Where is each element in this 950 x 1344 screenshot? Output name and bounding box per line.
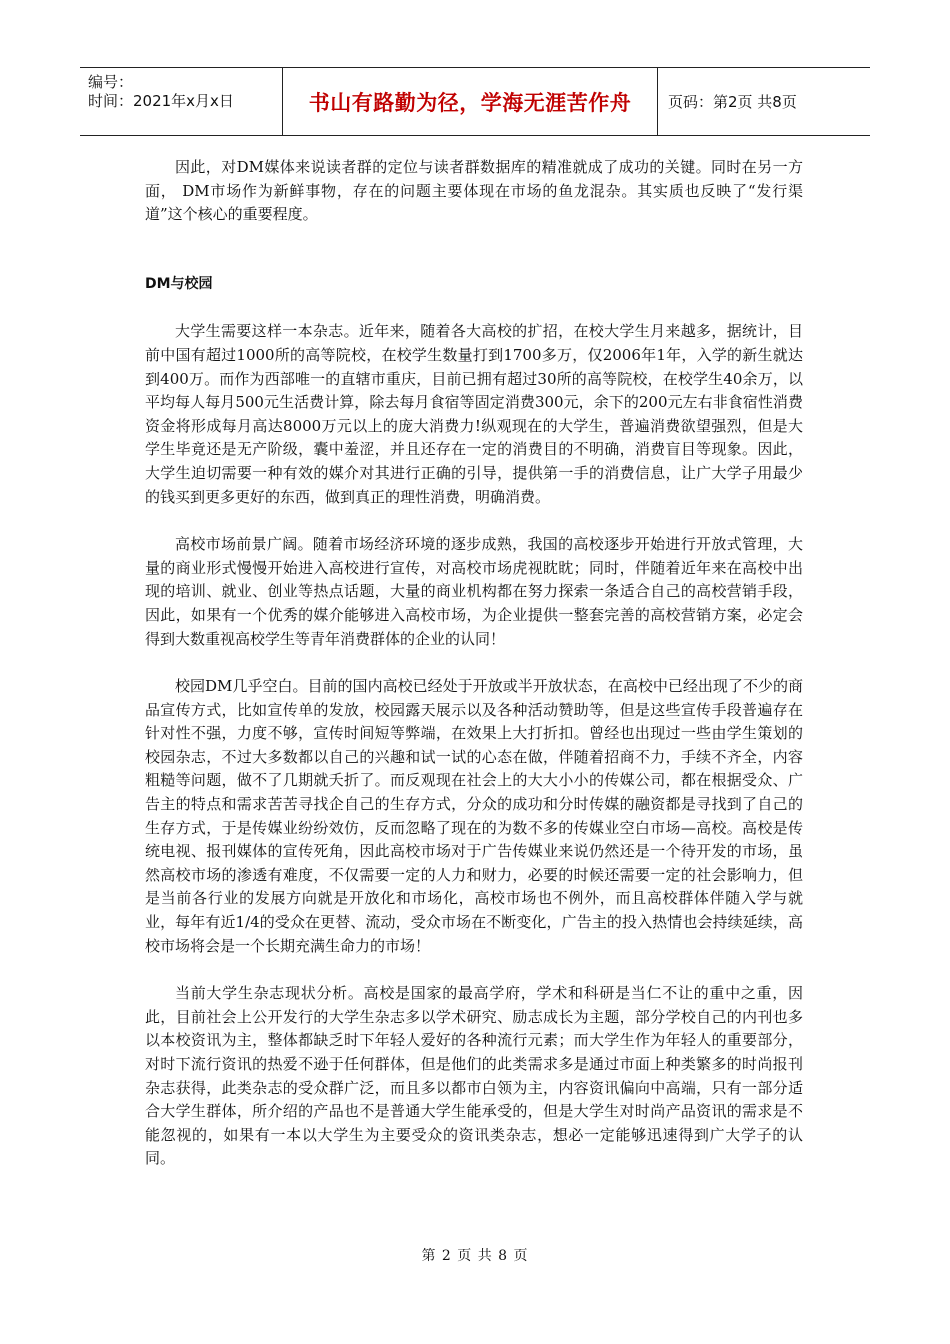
- spacer: [145, 651, 803, 675]
- body-paragraph: 大学生需要这样一本杂志。近年来，随着各大高校的扩招，在校大学生月来越多，据统计，目前中国有超过1000所的高等院校，在校学生数量打到1700多万，仅2006年1年，入学的新生就达到400万。而作为西部唯一的直辖市重庆，目前已拥有超过30所的高等院校，在校学生40余万，以平均每人每月500元生活费计算，除去每月食宿等固定消费300元，余下的200元左右非食宿性消费资金将形成每月高达8000万元以上的庞大消费力!纵观现在的大学生，普遍消费欲望强烈，但是大学生毕竟还是无产阶级，囊中羞涩，并且还存在一定的消费目的不明确，消费盲目等现象。因此，大学生迫切需要一种有效的媒介对其进行正确的引导，提供第一手的消费信息，让广大学子用最少的钱买到更多更好的东西，做到真正的理性消费，明确消费。: [145, 322, 803, 506]
- spacer: [145, 227, 803, 273]
- body-paragraph: 校园DM几乎空白。目前的国内高校已经处于开放或半开放状态，在高校中已经出现了不少的商品宣传方式，比如宣传单的发放，校园露天展示以及各种活动赞助等，但是这些宣传手段普遍存在针对性不强，力度不够，宣传时间短等弊端，在效果上大打折扣。曾经也出现过一些由学生策划的校园杂志，不过大多数都以自己的兴趣和试一试的心态在做，伴随着招商不力，手续不齐全，内容粗糙等问题，做不了几期就夭折了。而反观现在社会上的大大小小的传媒公司，都在根据受众、广告主的特点和需求苦苦寻找企自己的生存方式，分众的成功和分时传媒的融资都是寻找到了自己的生存方式，于是传媒业纷纷效仿，反而忽略了现在的为数不多的传媒业空白市场—高校。高校是传统电视、报刊媒体的宣传死角，因此高校市场对于广告传媒业来说仍然还是一个待开发的市场，虽然高校市场的渗透有难度，不仅需要一定的人力和财力，必要的时候还需要一定的社会影响力，但是当前各行业的发展方向就是开放化和市场化，高校市场也不例外，而且高校群体伴随入学与就业，每年有近1/4的受众在更替、流动，受众市场在不断变化，广告主的投入热情也会持续延续，高校市场将会是一个长期充满生命力的市场！: [145, 677, 803, 955]
- body-paragraph: 高校市场前景广阔。随着市场经济环境的逐步成熟，我国的高校逐步开始进行开放式管理，大量的商业形式慢慢开始进入高校进行宣传，对高校市场虎视眈眈；同时，伴随着近年来在高校中出现的培训、就业、创业等热点话题，大量的商业机构都在努力探索一条适合自己的高校营销手段，因此，如果有一个优秀的媒介能够进入高校市场，为企业提供一整套完善的高校营销方案，必定会得到大数重视高校学生等青年消费群体的企业的认同！: [145, 535, 803, 648]
- document-header: [80, 67, 870, 136]
- date-label: 时间：2021年x月x日: [88, 92, 234, 110]
- spacer: [145, 296, 803, 320]
- body-paragraph: 当前大学生杂志现状分析。高校是国家的最高学府，学术和科研是当仁不让的重中之重，因此，目前社会上公开发行的大学生杂志多以学术研究、励志成长为主题，部分学校自己的内刊也多以本校资讯为主，整体都缺乏时下年轻人爱好的各种流行元素；而大学生作为年轻人的重要部分，对时下流行资讯的热爱不逊于任何群体，但是他们的此类需求多是通过市面上种类繁多的时尚报刊杂志获得，此类杂志的受众群广泛，而且多以都市白领为主，内容资讯偏向中高端，只有一部分适合大学生群体，所介绍的产品也不是普通大学生能承受的，但是大学生对时尚产品资讯的需求是不能忽视的，如果有一本以大学生为主要受众的资讯类杂志，想必一定能够迅速得到广大学子的认同。: [145, 984, 803, 1168]
- header-meta: [80, 68, 283, 135]
- header-page-label: 页码：第2页 共8页: [668, 93, 797, 111]
- page-footer: 第 2 页 共 8 页: [421, 1248, 529, 1264]
- spacer: [145, 958, 803, 982]
- number-label: 编号：: [88, 73, 134, 91]
- section-heading: DM与校园: [145, 275, 213, 292]
- spacer: [145, 509, 803, 533]
- header-motto: 书山有路勤为径，学海无涯苦作舟: [283, 68, 658, 135]
- intro-paragraph: 因此，对DM媒体来说读者群的定位与读者群数据库的精准就成了成功的关键。同时在另一方面， DM市场作为新鲜事物，存在的问题主要体现在市场的鱼龙混杂。其实质也反映了“发行渠道”这个核心的重要程度。: [145, 158, 803, 224]
- document-body: [145, 156, 803, 1171]
